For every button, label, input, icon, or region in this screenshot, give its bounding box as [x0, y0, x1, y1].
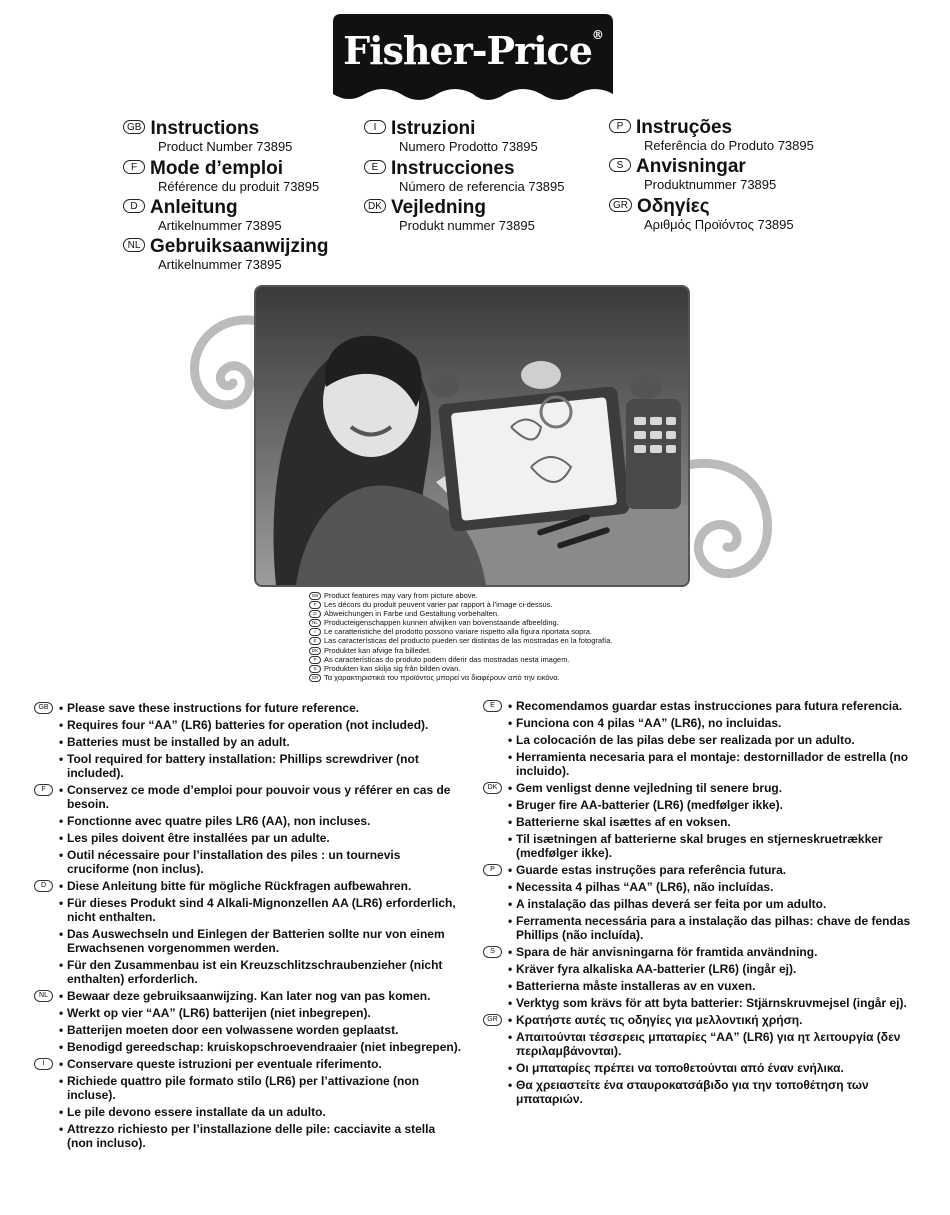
- lang-code: GB: [123, 120, 145, 134]
- list-item: • Attrezzo richiesto per l’installazione delle pile: cacciavite a stella (non incluso).: [59, 1122, 464, 1150]
- lang-code: GR: [483, 1014, 502, 1026]
- header-title: Anleitung: [150, 197, 238, 218]
- lang-code: GR: [609, 198, 632, 212]
- list-item: • Recomendamos guardar estas instrucciones para futura referencia.: [508, 699, 913, 713]
- header-title: Gebruiksaanwijzing: [150, 236, 329, 257]
- lang-code: NL: [34, 990, 53, 1002]
- section-s: [483, 945, 913, 1010]
- header-sub: Artikelnummer 73895: [158, 218, 282, 233]
- lang-code: F: [123, 160, 145, 174]
- disclaimer-row: [309, 618, 709, 627]
- header-nl: [123, 236, 328, 272]
- disclaimer-text: Le caratteristiche del prodotto possono variare rispetto alla figura riportata sopra.: [324, 627, 593, 637]
- instructions-left-column: [34, 701, 464, 1153]
- disclaimer-row: [309, 591, 709, 600]
- list-item: • Funciona con 4 pilas “AA” (LR6), no incluidas.: [508, 716, 913, 730]
- registered-mark: ®: [591, 28, 603, 42]
- list-item: • Das Auswechseln und Einlegen der Batterien sollte nur von einem Erwachsenen vorgenommen werden.: [59, 927, 464, 955]
- lang-code: I: [34, 1058, 53, 1070]
- section-p: [483, 863, 913, 942]
- header-d: [123, 197, 282, 233]
- list-item: • Conservare queste istruzioni per eventuale riferimento.: [59, 1057, 464, 1071]
- list-item: • Outil nécessaire pour l’installation des piles : un tournevis cruciforme (non inclus).: [59, 848, 464, 876]
- lang-code: E: [364, 160, 386, 174]
- lang-code: D: [309, 610, 321, 618]
- brand-logo: [333, 14, 613, 106]
- header-title: Instruções: [636, 117, 733, 138]
- header-title: Instructions: [150, 118, 260, 139]
- lang-code: D: [34, 880, 53, 892]
- list-item: • Herramienta necesaria para el montaje: destornillador de estrella (no incluido).: [508, 750, 913, 778]
- disclaimer-row: [309, 609, 709, 618]
- lang-code: E: [309, 637, 321, 645]
- lang-code: GR: [309, 674, 321, 682]
- header-sub: Product Number 73895: [158, 139, 293, 154]
- header-title: Οδηγίες: [637, 196, 710, 217]
- disclaimer-row: [309, 664, 709, 673]
- header-sub: Αριθμός Προϊόντος 73895: [644, 217, 794, 232]
- list-item: • Für dieses Produkt sind 4 Alkali-Mignonzellen AA (LR6) erforderlich, nicht enthalten.: [59, 896, 464, 924]
- header-sub: Référence du produit 73895: [158, 179, 320, 194]
- list-item: • Richiede quattro pile formato stilo (LR6) per l’attivazione (non incluse).: [59, 1074, 464, 1102]
- disclaimer-text: Producteigenschappen kunnen afwijken van bovenstaande afbeelding.: [324, 618, 559, 628]
- disclaimer-text: As características do produto podem diferir das mostradas nesta imagem.: [324, 654, 570, 664]
- list-item: • Benodigd gereedschap: kruiskopschroevendraaier (niet inbegrepen).: [59, 1040, 464, 1054]
- section-d: [34, 879, 464, 986]
- list-item: • Conservez ce mode d’emploi pour pouvoir vous y référer en cas de besoin.: [59, 783, 464, 811]
- list-item: • Bewaar deze gebruiksaanwijzing. Kan later nog van pas komen.: [59, 989, 464, 1003]
- lang-code: P: [483, 864, 502, 876]
- header-title: Vejledning: [391, 197, 487, 218]
- header-s: [609, 156, 776, 192]
- disclaimer-row: [309, 646, 709, 655]
- disclaimer-text: Produktet kan afvige fra billedet.: [324, 645, 432, 655]
- list-item: • A instalação das pilhas deverá ser feita por um adulto.: [508, 897, 913, 911]
- lang-code: DK: [309, 647, 321, 655]
- header-title: Mode d’emploi: [150, 158, 283, 179]
- section-nl: [34, 989, 464, 1054]
- header-dk: [364, 197, 535, 233]
- list-item: • Απαιτούνται τέσσερεις μπαταρίες “AA” (LR6) για ητ λειτουργία (δεν περιλαμβάνονται).: [508, 1030, 913, 1058]
- photo-illustration: [256, 287, 688, 585]
- instructions-right-column: [483, 699, 913, 1109]
- list-item: • Le pile devono essere installate da un adulto.: [59, 1105, 464, 1119]
- disclaimer-text: Abweichungen in Farbe und Gestaltung vorbehalten.: [324, 609, 500, 619]
- disclaimer-text: Τα χαρακτηριστικά του προϊόντος μπορεί να διαφέρουν από την εικόνα.: [324, 672, 560, 682]
- list-item: • Verktyg som krävs för att byta batterier: Stjärnskruvmejsel (ingår ej).: [508, 996, 913, 1010]
- lang-code: GB: [34, 702, 53, 714]
- header-title: Instrucciones: [391, 158, 515, 179]
- disclaimer-row: [309, 600, 709, 609]
- list-item: • Für den Zusammenbau ist ein Kreuzschlitzschraubenzieher (nicht enthalten) erforderlich.: [59, 958, 464, 986]
- list-item: • Ferramenta necessária para a instalação das pilhas: chave de fendas Phillips (não incluída).: [508, 914, 913, 942]
- section-gr: [483, 1013, 913, 1106]
- picture-disclaimer: [309, 591, 709, 682]
- disclaimer-row: [309, 627, 709, 636]
- list-item: • Tool required for battery installation: Phillips screwdriver (not included).: [59, 752, 464, 780]
- disclaimer-row: [309, 673, 709, 682]
- section-f: [34, 783, 464, 876]
- list-item: • Batterierne skal isættes af en voksen.: [508, 815, 913, 829]
- list-item: • Requires four “AA” (LR6) batteries for operation (not included).: [59, 718, 464, 732]
- section-i: [34, 1057, 464, 1150]
- lang-code: DK: [364, 199, 386, 213]
- header-f: [123, 158, 319, 194]
- section-gb: [34, 701, 464, 780]
- list-item: • Spara de här anvisningarna för framtida användning.: [508, 945, 913, 959]
- header-gb: [123, 118, 292, 154]
- header-p: [609, 117, 814, 153]
- list-item: • Les piles doivent être installées par un adulte.: [59, 831, 464, 845]
- list-item: • Til isætningen af batterierne skal bruges en stjerneskruetrækker (medfølger ikke).: [508, 832, 913, 860]
- header-sub: Numero Prodotto 73895: [399, 139, 538, 154]
- list-item: • Fonctionne avec quatre piles LR6 (AA), non incluses.: [59, 814, 464, 828]
- list-item: • Gem venligst denne vejledning til senere brug.: [508, 781, 913, 795]
- list-item: • Batterijen moeten door een volwassene worden geplaatst.: [59, 1023, 464, 1037]
- lang-code: P: [609, 119, 631, 133]
- header-sub: Referência do Produto 73895: [644, 138, 814, 153]
- lang-code: I: [309, 628, 321, 636]
- list-item: • Bruger fire AA-batterier (LR6) (medfølger ikke).: [508, 798, 913, 812]
- header-sub: Número de referencia 73895: [399, 179, 565, 194]
- header-e: [364, 158, 565, 194]
- header-title: Anvisningar: [636, 156, 746, 177]
- list-item: • Necessita 4 pilhas “AA” (LR6), não incluídas.: [508, 880, 913, 894]
- lang-code: D: [123, 199, 145, 213]
- header-sub: Produkt nummer 73895: [399, 218, 535, 233]
- lang-code: S: [309, 665, 321, 673]
- lang-code: E: [483, 700, 502, 712]
- list-item: • Guarde estas instruções para referência futura.: [508, 863, 913, 877]
- list-item: • Θα χρειαστείτε ένα σταυροκατσάβιδο για την τοποθέτηση των μπαταριών.: [508, 1078, 913, 1106]
- lang-code: S: [609, 158, 631, 172]
- disclaimer-row: [309, 636, 709, 645]
- list-item: • Kräver fyra alkaliska AA-batterier (LR6) (ingår ej).: [508, 962, 913, 976]
- list-item: • Werkt op vier “AA” (LR6) batterijen (niet inbegrepen).: [59, 1006, 464, 1020]
- list-item: • La colocación de las pilas debe ser realizada por un adulto.: [508, 733, 913, 747]
- section-e: [483, 699, 913, 778]
- list-item: • Diese Anleitung bitte für mögliche Rückfragen aufbewahren.: [59, 879, 464, 893]
- disclaimer-text: Product features may vary from picture above.: [324, 591, 478, 600]
- header-i: [364, 118, 538, 154]
- section-dk: [483, 781, 913, 860]
- header-title: Istruzioni: [391, 118, 476, 139]
- disclaimer-row: [309, 655, 709, 664]
- lang-code: F: [309, 601, 321, 609]
- disclaimer-text: Las características del producto pueden ser distintas de las mostradas en la fotografía.: [324, 636, 613, 646]
- lang-code: GB: [309, 592, 321, 600]
- lang-code: S: [483, 946, 502, 958]
- lang-code: NL: [309, 619, 321, 627]
- disclaimer-text: Les décors du produit peuvent varier par rapport à l’image ci-dessus.: [324, 600, 553, 610]
- header-sub: Produktnummer 73895: [644, 177, 777, 192]
- list-item: • Please save these instructions for future reference.: [59, 701, 464, 715]
- brand-wordmark: [333, 28, 613, 73]
- lang-code: NL: [123, 238, 145, 252]
- header-sub: Artikelnummer 73895: [158, 257, 282, 272]
- list-item: • Κρατήστε αυτές τις οδηγίες για μελλοντική χρήση.: [508, 1013, 913, 1027]
- disclaimer-text: Produkten kan skilja sig från bilden ovan.: [324, 663, 461, 673]
- lang-code: F: [34, 784, 53, 796]
- list-item: • Batteries must be installed by an adult.: [59, 735, 464, 749]
- lang-code: P: [309, 656, 321, 664]
- list-item: • Batterierna måste installeras av en vuxen.: [508, 979, 913, 993]
- lang-code: DK: [483, 782, 502, 794]
- lang-code: I: [364, 120, 386, 134]
- product-photo: [254, 285, 690, 587]
- list-item: • Οι μπαταρίες πρέπει να τοποθετούνται από έναν ενήλικα.: [508, 1061, 913, 1075]
- header-gr: [609, 196, 794, 232]
- brand-name: Fisher-Price: [343, 28, 592, 73]
